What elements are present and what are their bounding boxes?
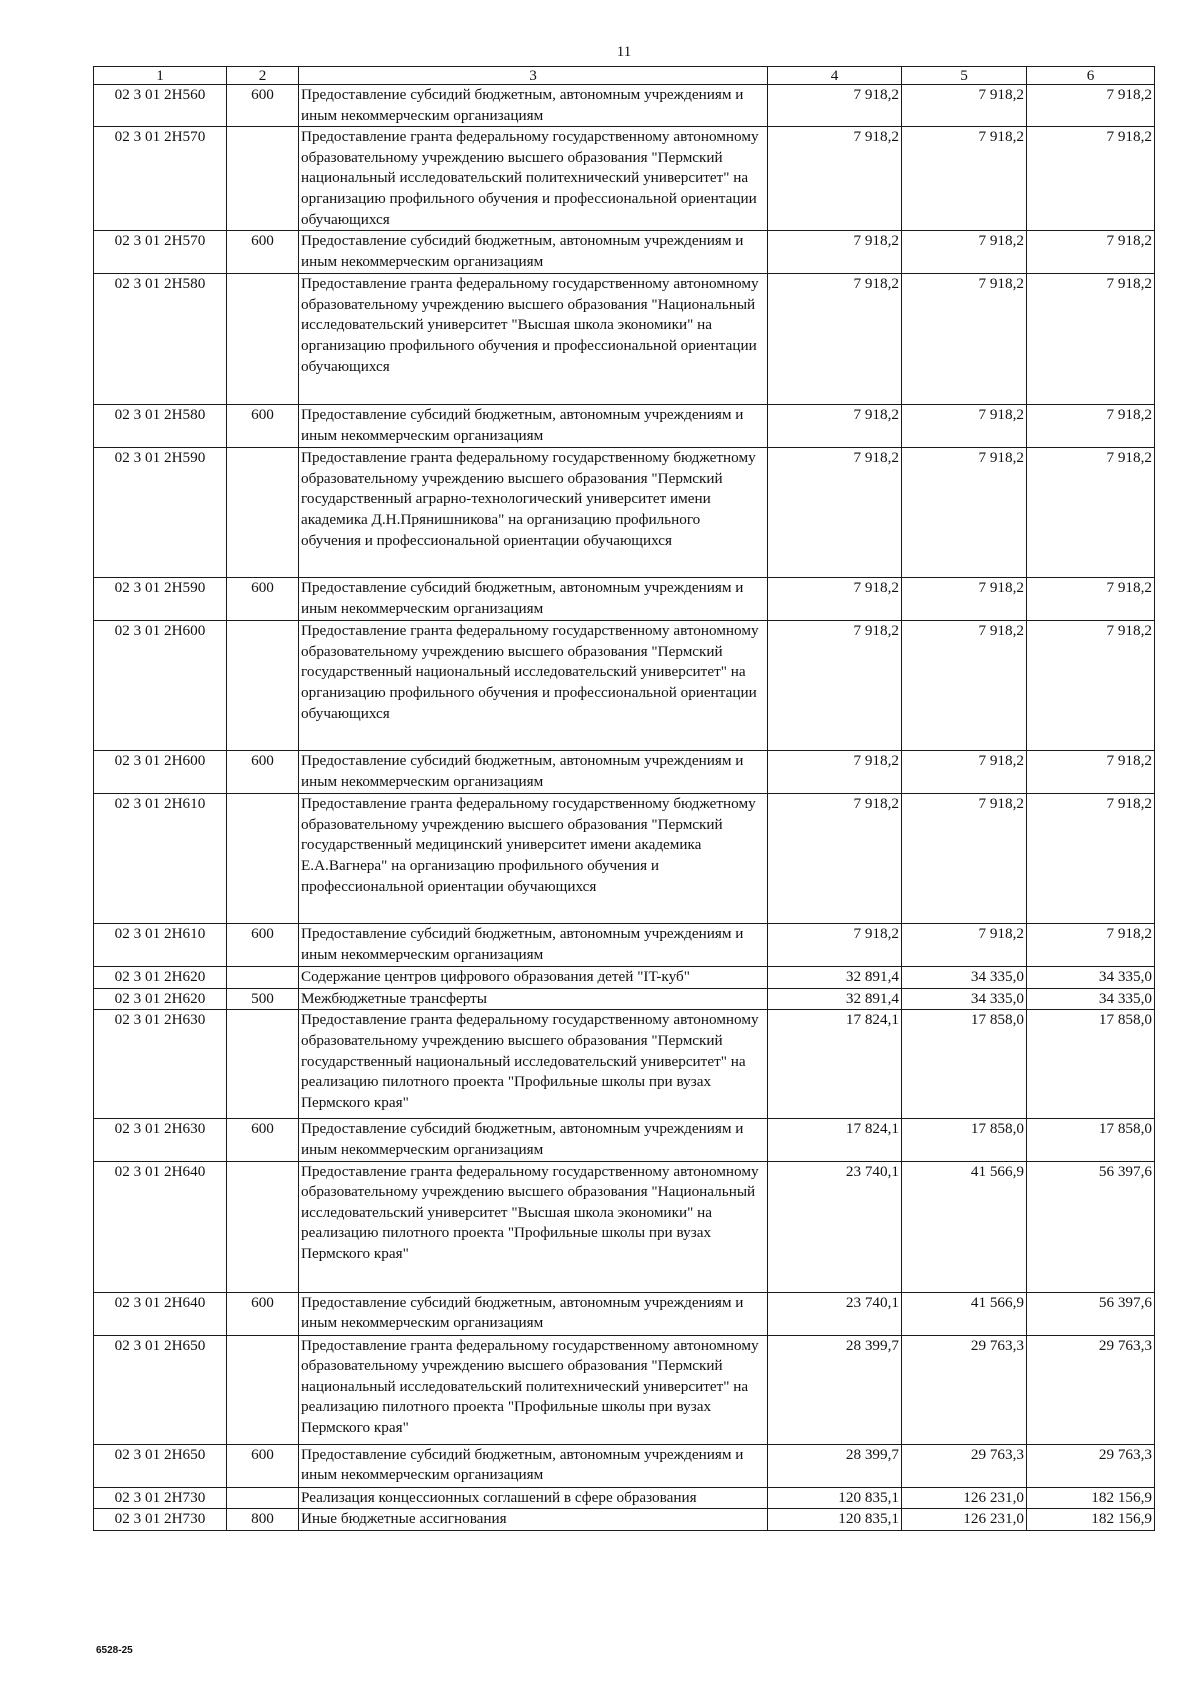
- row-expense-type-cell: [227, 794, 299, 924]
- row-code-cell: 02 3 01 2H590: [94, 578, 227, 621]
- row-expense-type-cell: [227, 1161, 299, 1292]
- row-value-col6-cell: 29 763,3: [1027, 1444, 1155, 1487]
- row-value-col5-cell: 7 918,2: [902, 751, 1027, 794]
- row-expense-type-cell: [227, 1010, 299, 1119]
- table-row: [94, 231, 1155, 274]
- row-description-cell: Предоставление субсидий бюджетным, автономным учреждениям и иным некоммерческим организациям: [299, 751, 768, 794]
- row-code-cell: 02 3 01 2H640: [94, 1292, 227, 1335]
- row-value-col6-cell: 7 918,2: [1027, 274, 1155, 405]
- table-row: [94, 1292, 1155, 1335]
- row-description-cell: Предоставление субсидий бюджетным, автономным учреждениям и иным некоммерческим организациям: [299, 1119, 768, 1161]
- table-row: [94, 967, 1155, 989]
- row-value-col4-cell: 120 835,1: [768, 1509, 902, 1531]
- row-value-col5-cell: 7 918,2: [902, 794, 1027, 924]
- table-row: [94, 621, 1155, 751]
- budget-table: [93, 66, 1155, 1531]
- column-header: 6: [1027, 67, 1155, 85]
- document-code: 6528-25: [96, 1645, 133, 1656]
- table-row: [94, 127, 1155, 231]
- row-value-col6-cell: 7 918,2: [1027, 794, 1155, 924]
- header-row: [94, 67, 1155, 85]
- row-expense-type-cell: 600: [227, 1119, 299, 1161]
- row-expense-type-cell: 600: [227, 405, 299, 448]
- row-value-col6-cell: 17 858,0: [1027, 1119, 1155, 1161]
- row-description-cell: Предоставление гранта федеральному государственному автономному образовательному учреждению высшего образования "Пермский национальный исследовательский политехнический университет" на реализацию пилотного проекта "Профильные школы при вузах Пермского края": [299, 1335, 768, 1444]
- table-row: [94, 578, 1155, 621]
- row-value-col6-cell: 182 156,9: [1027, 1487, 1155, 1509]
- row-value-col6-cell: 182 156,9: [1027, 1509, 1155, 1531]
- row-value-col5-cell: 29 763,3: [902, 1444, 1027, 1487]
- row-value-col4-cell: 23 740,1: [768, 1292, 902, 1335]
- row-description-cell: Межбюджетные трансферты: [299, 988, 768, 1010]
- row-value-col6-cell: 56 397,6: [1027, 1292, 1155, 1335]
- row-description-cell: Предоставление гранта федеральному государственному автономному образовательному учреждению высшего образования "Пермский государственный национальный исследовательский университет" на организацию профильного обучения и профессиональной ориентации обучающихся: [299, 621, 768, 751]
- row-value-col4-cell: 7 918,2: [768, 448, 902, 578]
- column-header: 3: [299, 67, 768, 85]
- row-value-col4-cell: 7 918,2: [768, 85, 902, 127]
- row-value-col4-cell: 28 399,7: [768, 1444, 902, 1487]
- row-expense-type-cell: [227, 448, 299, 578]
- table-row: [94, 1161, 1155, 1292]
- row-expense-type-cell: 800: [227, 1509, 299, 1531]
- row-value-col5-cell: 29 763,3: [902, 1335, 1027, 1444]
- row-expense-type-cell: 600: [227, 578, 299, 621]
- table-row: [94, 794, 1155, 924]
- row-value-col4-cell: 7 918,2: [768, 924, 902, 967]
- row-value-col4-cell: 17 824,1: [768, 1010, 902, 1119]
- row-value-col5-cell: 7 918,2: [902, 924, 1027, 967]
- row-value-col6-cell: 7 918,2: [1027, 578, 1155, 621]
- row-code-cell: 02 3 01 2H730: [94, 1487, 227, 1509]
- row-expense-type-cell: [227, 1335, 299, 1444]
- row-value-col5-cell: 17 858,0: [902, 1010, 1027, 1119]
- table-row: [94, 1509, 1155, 1531]
- table-row: [94, 1010, 1155, 1119]
- row-expense-type-cell: [227, 1487, 299, 1509]
- row-value-col4-cell: 28 399,7: [768, 1335, 902, 1444]
- row-expense-type-cell: 600: [227, 85, 299, 127]
- row-value-col6-cell: 34 335,0: [1027, 988, 1155, 1010]
- row-code-cell: 02 3 01 2H570: [94, 231, 227, 274]
- row-value-col5-cell: 7 918,2: [902, 578, 1027, 621]
- row-description-cell: Предоставление гранта федеральному государственному бюджетному образовательному учреждению высшего образования "Пермский государственный аграрно-технологический университет имени академика Д.Н.Прянишникова" на организацию профильного обучения и профессиональной ориентации обучающихся: [299, 448, 768, 578]
- row-code-cell: 02 3 01 2H640: [94, 1161, 227, 1292]
- row-value-col4-cell: 32 891,4: [768, 967, 902, 989]
- table-row: [94, 1444, 1155, 1487]
- row-value-col4-cell: 7 918,2: [768, 127, 902, 231]
- row-description-cell: Предоставление субсидий бюджетным, автономным учреждениям и иным некоммерческим организациям: [299, 231, 768, 274]
- row-code-cell: 02 3 01 2H610: [94, 794, 227, 924]
- row-value-col5-cell: 34 335,0: [902, 988, 1027, 1010]
- row-code-cell: 02 3 01 2H600: [94, 621, 227, 751]
- row-value-col6-cell: 7 918,2: [1027, 448, 1155, 578]
- table-body: [94, 85, 1155, 1531]
- row-value-col4-cell: 7 918,2: [768, 621, 902, 751]
- row-value-col5-cell: 7 918,2: [902, 231, 1027, 274]
- row-value-col5-cell: 126 231,0: [902, 1509, 1027, 1531]
- table-row: [94, 405, 1155, 448]
- table-row: [94, 1487, 1155, 1509]
- row-code-cell: 02 3 01 2H630: [94, 1010, 227, 1119]
- row-description-cell: Предоставление субсидий бюджетным, автономным учреждениям и иным некоммерческим организациям: [299, 405, 768, 448]
- row-expense-type-cell: [227, 127, 299, 231]
- row-value-col6-cell: 34 335,0: [1027, 967, 1155, 989]
- row-value-col6-cell: 17 858,0: [1027, 1010, 1155, 1119]
- row-code-cell: 02 3 01 2H580: [94, 274, 227, 405]
- row-expense-type-cell: 600: [227, 231, 299, 274]
- row-code-cell: 02 3 01 2H730: [94, 1509, 227, 1531]
- row-value-col5-cell: 7 918,2: [902, 405, 1027, 448]
- row-code-cell: 02 3 01 2H650: [94, 1444, 227, 1487]
- page-number: 11: [616, 44, 632, 60]
- row-value-col4-cell: 7 918,2: [768, 751, 902, 794]
- row-description-cell: Реализация концессионных соглашений в сфере образования: [299, 1487, 768, 1509]
- row-description-cell: Предоставление гранта федеральному государственному автономному образовательному учреждению высшего образования "Национальный исследовательский университет "Высшая школа экономики" на организацию профильного обучения и профессиональной ориентации обучающихся: [299, 274, 768, 405]
- row-code-cell: 02 3 01 2H570: [94, 127, 227, 231]
- row-value-col6-cell: 7 918,2: [1027, 621, 1155, 751]
- row-expense-type-cell: 600: [227, 924, 299, 967]
- table-row: [94, 1335, 1155, 1444]
- row-value-col4-cell: 7 918,2: [768, 405, 902, 448]
- table-row: [94, 924, 1155, 967]
- row-expense-type-cell: [227, 967, 299, 989]
- table-row: [94, 85, 1155, 127]
- row-value-col6-cell: 7 918,2: [1027, 751, 1155, 794]
- row-code-cell: 02 3 01 2H580: [94, 405, 227, 448]
- row-value-col5-cell: 7 918,2: [902, 274, 1027, 405]
- row-value-col6-cell: 29 763,3: [1027, 1335, 1155, 1444]
- row-value-col4-cell: 17 824,1: [768, 1119, 902, 1161]
- table-row: [94, 751, 1155, 794]
- row-code-cell: 02 3 01 2H650: [94, 1335, 227, 1444]
- row-value-col4-cell: 23 740,1: [768, 1161, 902, 1292]
- row-value-col4-cell: 7 918,2: [768, 794, 902, 924]
- row-expense-type-cell: 500: [227, 988, 299, 1010]
- row-value-col4-cell: 7 918,2: [768, 578, 902, 621]
- row-value-col6-cell: 7 918,2: [1027, 231, 1155, 274]
- row-value-col5-cell: 7 918,2: [902, 127, 1027, 231]
- row-description-cell: Предоставление гранта федеральному государственному бюджетному образовательному учреждению высшего образования "Пермский государственный медицинский университет имени академика Е.А.Вагнера" на организацию профильного обучения и профессиональной ориентации обучающихся: [299, 794, 768, 924]
- row-description-cell: Предоставление гранта федеральному государственному автономному образовательному учреждению высшего образования "Пермский национальный исследовательский политехнический университет" на организацию профильного обучения и профессиональной ориентации обучающихся: [299, 127, 768, 231]
- table-row: [94, 448, 1155, 578]
- row-description-cell: Содержание центров цифрового образования детей "IT-куб": [299, 967, 768, 989]
- row-value-col5-cell: 7 918,2: [902, 448, 1027, 578]
- row-value-col4-cell: 32 891,4: [768, 988, 902, 1010]
- row-value-col6-cell: 7 918,2: [1027, 405, 1155, 448]
- column-header: 1: [94, 67, 227, 85]
- table-row: [94, 1119, 1155, 1161]
- row-description-cell: Предоставление гранта федеральному государственному автономному образовательному учреждению высшего образования "Национальный исследовательский университет "Высшая школа экономики" на реализацию пилотного проекта "Профильные школы при вузах Пермского края": [299, 1161, 768, 1292]
- row-value-col4-cell: 7 918,2: [768, 231, 902, 274]
- row-expense-type-cell: [227, 621, 299, 751]
- row-code-cell: 02 3 01 2H610: [94, 924, 227, 967]
- row-value-col4-cell: 120 835,1: [768, 1487, 902, 1509]
- row-expense-type-cell: 600: [227, 1444, 299, 1487]
- row-description-cell: Предоставление субсидий бюджетным, автономным учреждениям и иным некоммерческим организациям: [299, 578, 768, 621]
- row-value-col5-cell: 41 566,9: [902, 1161, 1027, 1292]
- row-description-cell: Предоставление субсидий бюджетным, автономным учреждениям и иным некоммерческим организациям: [299, 1292, 768, 1335]
- row-expense-type-cell: 600: [227, 1292, 299, 1335]
- row-description-cell: Предоставление субсидий бюджетным, автономным учреждениям и иным некоммерческим организациям: [299, 1444, 768, 1487]
- column-header: 4: [768, 67, 902, 85]
- row-value-col5-cell: 126 231,0: [902, 1487, 1027, 1509]
- row-value-col5-cell: 7 918,2: [902, 85, 1027, 127]
- row-description-cell: Иные бюджетные ассигнования: [299, 1509, 768, 1531]
- row-code-cell: 02 3 01 2H600: [94, 751, 227, 794]
- row-code-cell: 02 3 01 2H560: [94, 85, 227, 127]
- row-description-cell: Предоставление субсидий бюджетным, автономным учреждениям и иным некоммерческим организациям: [299, 924, 768, 967]
- row-expense-type-cell: [227, 274, 299, 405]
- table-row: [94, 274, 1155, 405]
- column-header: 2: [227, 67, 299, 85]
- row-code-cell: 02 3 01 2H630: [94, 1119, 227, 1161]
- row-value-col5-cell: 34 335,0: [902, 967, 1027, 989]
- row-value-col5-cell: 41 566,9: [902, 1292, 1027, 1335]
- row-value-col6-cell: 7 918,2: [1027, 924, 1155, 967]
- row-description-cell: Предоставление субсидий бюджетным, автономным учреждениям и иным некоммерческим организациям: [299, 85, 768, 127]
- column-header: 5: [902, 67, 1027, 85]
- row-code-cell: 02 3 01 2H620: [94, 988, 227, 1010]
- row-value-col4-cell: 7 918,2: [768, 274, 902, 405]
- table-row: [94, 988, 1155, 1010]
- row-value-col6-cell: 7 918,2: [1027, 85, 1155, 127]
- row-value-col6-cell: 7 918,2: [1027, 127, 1155, 231]
- row-expense-type-cell: 600: [227, 751, 299, 794]
- row-value-col5-cell: 17 858,0: [902, 1119, 1027, 1161]
- row-value-col5-cell: 7 918,2: [902, 621, 1027, 751]
- row-value-col6-cell: 56 397,6: [1027, 1161, 1155, 1292]
- row-code-cell: 02 3 01 2H620: [94, 967, 227, 989]
- row-code-cell: 02 3 01 2H590: [94, 448, 227, 578]
- row-description-cell: Предоставление гранта федеральному государственному автономному образовательному учреждению высшего образования "Пермский государственный национальный исследовательский университет" на реализацию пилотного проекта "Профильные школы при вузах Пермского края": [299, 1010, 768, 1119]
